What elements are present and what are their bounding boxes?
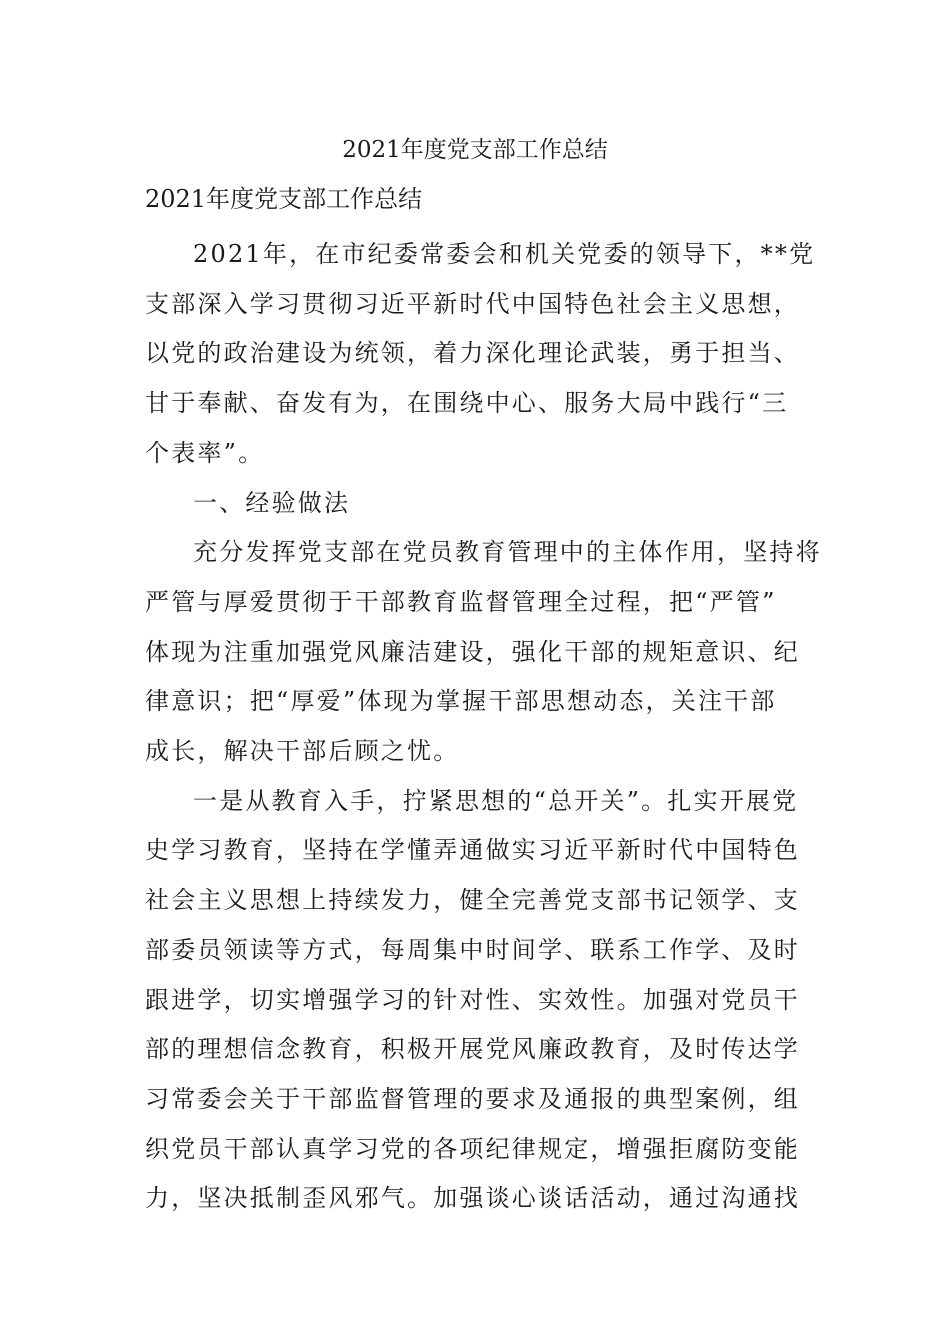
text-line: 律意识；把“厚爱”体现为掌握干部思想动态，关注干部	[145, 687, 777, 716]
paragraph-intro	[145, 230, 815, 479]
text-line: 跟进学，切实增强学习的针对性、实效性。加强对党员干	[145, 985, 800, 1014]
document-subheading: 2021年度党支部工作总结	[145, 185, 423, 213]
text-line: 部的理想信念教育，积极开展党风廉政教育，及时传达学	[145, 1035, 800, 1064]
text-line: 严管与厚爱贯彻于干部教育监督管理全过程，把“严管”	[145, 587, 777, 616]
text-line: 以党的政治建设为统领，着力深化理论武装，勇于担当、	[145, 339, 800, 368]
text-line: 织党员干部认真学习党的各项纪律规定，增强拒腐防变能	[145, 1134, 800, 1163]
text-line: 社会主义思想上持续发力，健全完善党支部书记领学、支	[145, 886, 800, 915]
text-line: 习常委会关于干部监督管理的要求及通报的典型案例，组	[145, 1084, 800, 1113]
text-line: 一、经验做法	[193, 488, 351, 517]
text-line: 成长，解决干部后顾之忧。	[145, 737, 460, 766]
paragraph-education	[145, 777, 815, 1224]
section-heading	[145, 479, 815, 529]
paragraph-practice	[145, 528, 822, 777]
text-line: 支部深入学习贯彻习近平新时代中国特色社会主义思想，	[145, 289, 800, 318]
text-line: 2021年，在市纪委常委会和机关党委的领导下，**党	[193, 240, 816, 268]
text-line: 部委员领读等方式，每周集中时间学、联系工作学、及时	[145, 935, 800, 964]
document-title: 2021年度党支部工作总结	[342, 137, 608, 163]
text-line: 体现为注重加强党风廉洁建设，强化干部的规矩意识、纪	[145, 637, 800, 666]
document-body	[145, 230, 822, 1224]
text-line: 个表率”。	[145, 438, 265, 467]
text-line: 一是从教育入手，拧紧思想的“总开关”。扎实开展党	[193, 786, 799, 815]
text-line: 史学习教育，坚持在学懂弄通做实习近平新时代中国特色	[145, 836, 800, 865]
text-line: 充分发挥党支部在党员教育管理中的主体作用，坚持将	[193, 538, 822, 567]
text-line: 力，坚决抵制歪风邪气。加强谈心谈话活动，通过沟通找	[145, 1184, 800, 1213]
text-line: 甘于奉献、奋发有为，在围绕中心、服务大局中践行“三	[145, 389, 789, 418]
